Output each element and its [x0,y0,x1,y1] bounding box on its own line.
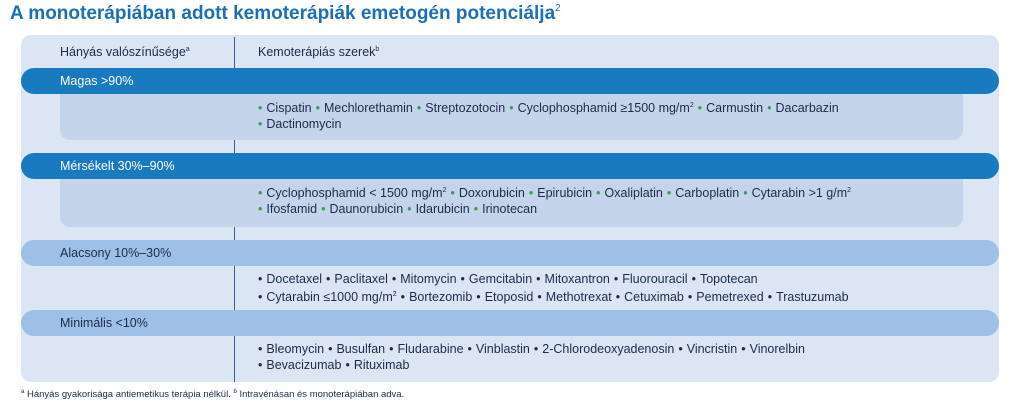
bullet-icon: • [258,272,263,286]
bullet-icon: • [596,186,601,200]
category-label: Alacsony 10%–30% [60,246,172,260]
bullet-icon: • [258,290,263,304]
category-band-low [21,240,999,266]
drug-name: Cetuximab [624,290,684,304]
drug-name: Doxorubicin [458,186,525,200]
category-label: Magas >90% [60,74,134,88]
bullet-icon: • [528,186,534,200]
unit-superscript: 2 [847,187,852,194]
drug-name: Cispatin [266,101,312,115]
bullet-icon: • [743,186,748,200]
category-band-moderate [21,153,999,179]
drug-list-minimal [258,341,805,373]
drug-name: Dacarbazin [775,101,839,115]
bullet-icon: • [537,290,542,304]
category-label: Minimális <10% [60,316,148,330]
bullet-icon: • [697,101,703,115]
unit-superscript: 2 [392,291,397,298]
title-reference: 2 [555,3,561,14]
drug-line [258,341,805,357]
bullet-icon: • [467,342,472,356]
bullet-icon: • [345,358,350,372]
bullet-icon: • [615,290,621,304]
drug-name: Cytarabin ≤1000 $mg/m^2$ [266,290,397,304]
unit-superscript: 2 [442,187,447,194]
bullet-icon: • [400,290,406,304]
drug-name: Cytarabin >1 $g/m^2$ [751,186,852,200]
drug-name: Fluorouracil [622,272,688,286]
bullet-icon: • [509,101,514,115]
bullet-icon: • [691,272,696,286]
drug-name: Bleomycin [266,342,325,356]
drug-line [258,116,839,132]
bullet-icon: • [391,272,397,286]
bullet-icon: • [476,290,481,304]
bullet-icon: • [258,117,263,131]
bullet-icon: • [416,101,422,115]
bullet-icon: • [678,342,683,356]
category-band-high [21,68,999,94]
column-header-agents: Kemoterápiás szerek$^b$ [258,45,380,59]
drug-name: Pemetrexed [696,290,764,304]
drug-name: Vincristin [686,342,738,356]
drug-name: Ifosfamid [266,202,318,216]
bullet-icon: • [407,202,412,216]
category-label: Mérsékelt 30%–90% [60,159,175,173]
bullet-icon: • [258,358,263,372]
drug-name: Mechlorethamin [323,101,413,115]
drug-name: Rituximab [353,358,410,372]
drug-name: Carboplatin [675,186,740,200]
bullet-icon: • [533,342,539,356]
drug-name: Dactinomycin [266,117,342,131]
drug-name: Fludarabine [397,342,464,356]
bullet-icon: • [315,101,320,115]
drug-name: Mitomycin [400,272,457,286]
drug-name: Paclitaxel [334,272,388,286]
bullet-icon: • [258,342,263,356]
drug-name: Epirubicin [537,186,593,200]
drug-name: Etoposid [484,290,534,304]
drug-name: Vinblastin [475,342,530,356]
drug-name: Carmustin [706,101,764,115]
drug-name: Bortezomib [409,290,473,304]
drug-list-low [258,271,849,305]
drug-line [258,98,839,116]
drug-name: Cyclophosphamid ≥1500 $mg/m^2$ [517,101,694,115]
drug-name: Busulfan [336,342,386,356]
drug-name: Docetaxel [266,272,322,286]
bullet-icon: • [666,186,672,200]
bullet-icon: • [741,342,746,356]
bullet-icon: • [473,202,479,216]
bullet-icon: • [321,202,326,216]
bullet-icon: • [325,272,331,286]
bullet-icon: • [258,186,263,200]
page-title: A monoterápiában adott kemoterápiák emetogén potenciálja$^2$ [10,3,561,24]
category-band-minimal [21,310,999,336]
drug-name: Oxaliplatin [604,186,663,200]
drug-name: Methotrexat [545,290,612,304]
unit-superscript: 2 [689,102,694,109]
footnote: $^a$ Hányás gyakorisága antiemetikus terápia nélkül. $^b$ Intravénásan és monoterápiában adva. [21,389,405,400]
bullet-icon: • [389,342,394,356]
bullet-icon: • [258,101,263,115]
drug-name: Trastuzumab [776,290,849,304]
drug-list-moderate [258,183,851,217]
drug-name: Bevacizumab [266,358,342,372]
bullet-icon: • [767,101,772,115]
column-header-probability: Hányás valószínűsége$^a$ [60,45,190,59]
drug-line [258,357,805,373]
drug-name: Cyclophosphamid < 1500 $mg/m^2$ [266,186,447,200]
drug-line [258,271,849,287]
drug-name: Mitoxantron [544,272,610,286]
drug-list-high [258,98,839,132]
drug-line [258,183,851,201]
drug-name: Irinotecan [482,202,538,216]
bullet-icon: • [536,272,541,286]
drug-name: Daunorubicin [329,202,404,216]
bullet-icon: • [613,272,619,286]
drug-name: Topotecan [699,272,758,286]
drug-line [258,201,851,217]
bullet-icon: • [687,290,693,304]
drug-name: 2-Chlorodeoxyadenosin [542,342,675,356]
bullet-icon: • [767,290,773,304]
drug-name: Streptozotocin [425,101,506,115]
bullet-icon: • [328,342,333,356]
drug-name: Idarubicin [415,202,470,216]
bullet-icon: • [258,202,263,216]
bullet-icon: • [460,272,465,286]
drug-name: Gemcitabin [468,272,533,286]
bullet-icon: • [450,186,455,200]
drug-line [258,287,849,305]
drug-name: Vinorelbin [749,342,805,356]
